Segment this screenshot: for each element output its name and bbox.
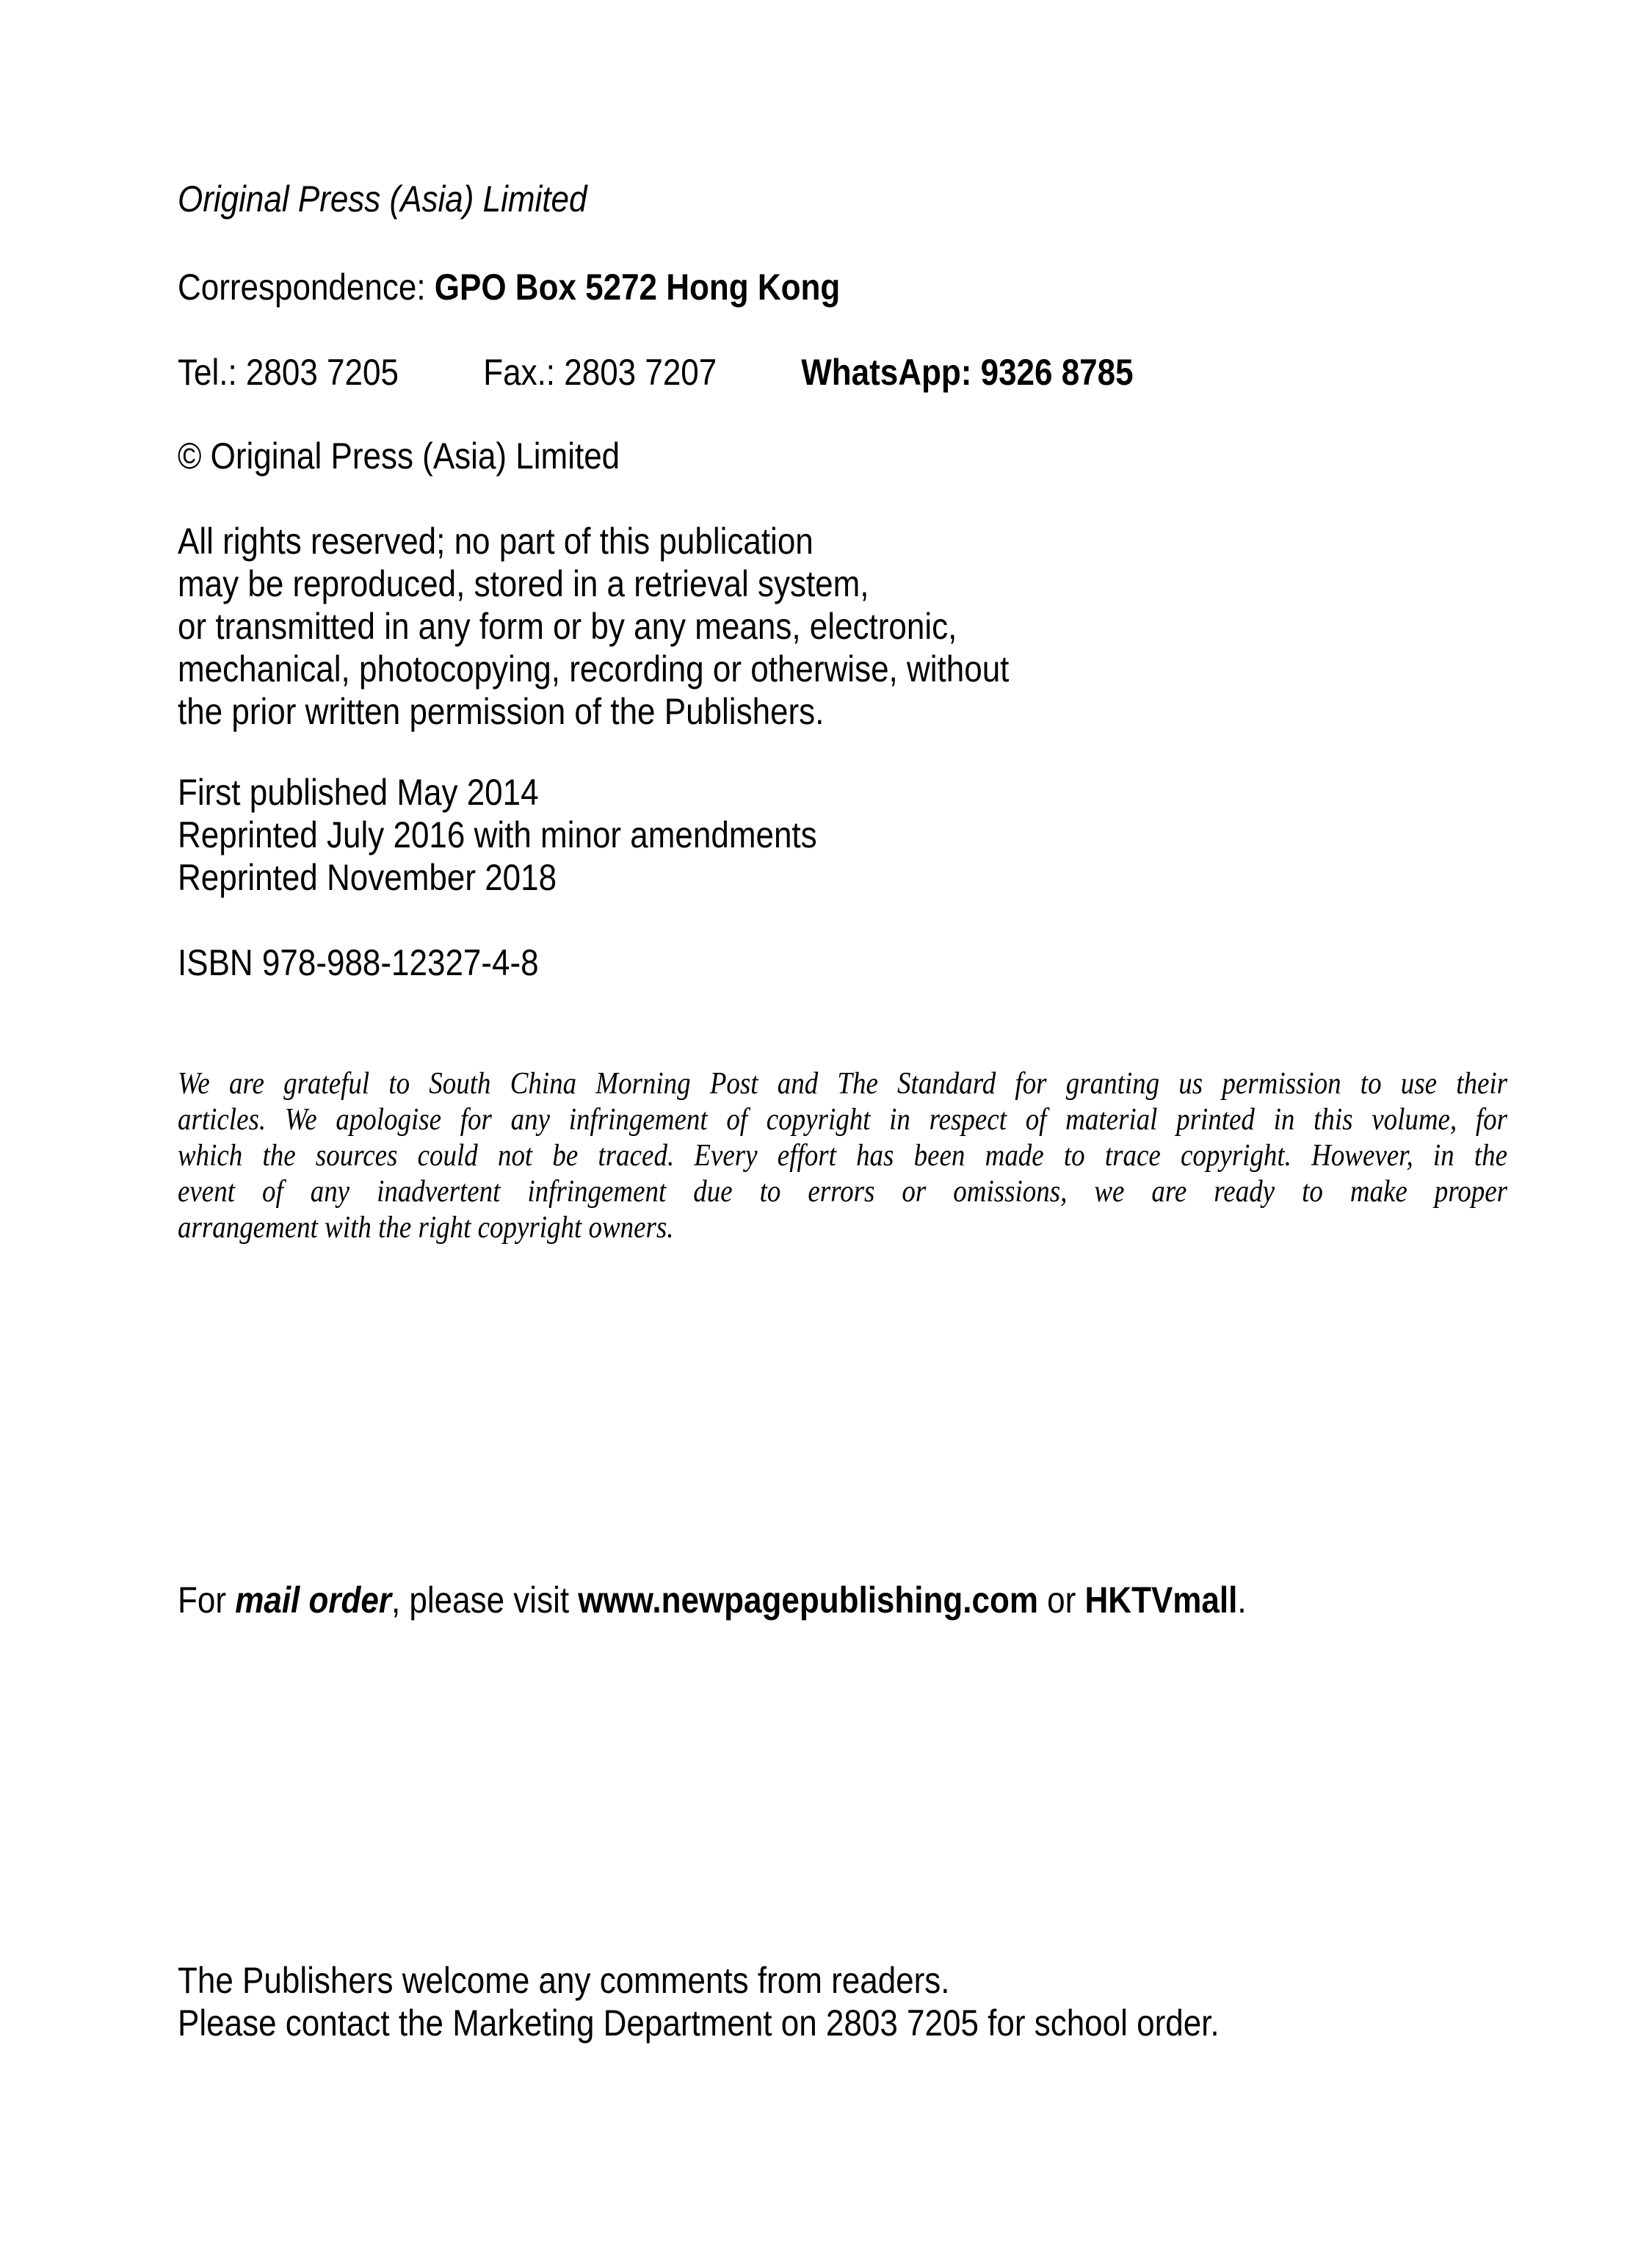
rights-notice-line: the prior written permission of the Publishers. (178, 691, 825, 732)
acknowledgement-line: event of any inadvertent infringement due to errors or omissions, we are ready to make proper (178, 1175, 1508, 1209)
contact-line (178, 351, 1276, 394)
rights-notice-line: All rights reserved; no part of this publication (178, 521, 814, 562)
isbn-line: ISBN 978-988-12327-4-8 (178, 942, 539, 983)
acknowledgement-line: which the sources could not be traced. Every effort has been made to trace copyright. However, in the (178, 1139, 1508, 1173)
mail-order-emphasis: mail order (235, 1579, 391, 1621)
acknowledgement-line: articles. We apologise for any infringement of copyright in respect of material printed in this volume, for (178, 1103, 1508, 1137)
mail-order-text: . (1237, 1579, 1247, 1621)
rights-notice (178, 520, 1009, 733)
correspondence-address: GPO Box 5272 Hong Kong (434, 267, 841, 308)
telephone-number: Tel.: 2803 7205 (178, 352, 399, 393)
mail-order-url: www.newpagepublishing.com (578, 1579, 1038, 1621)
fax-number: Fax.: 2803 7207 (483, 352, 717, 393)
reader-feedback (178, 1959, 1220, 2044)
correspondence-label: Correspondence: (178, 267, 435, 308)
publisher-name: Original Press (Asia) Limited (178, 178, 587, 220)
mail-order-text: For (178, 1579, 236, 1621)
mail-order-text: or (1037, 1579, 1085, 1621)
edition-history-line: Reprinted November 2018 (178, 857, 557, 898)
rights-notice-line: or transmitted in any form or by any means, electronic, (178, 606, 957, 647)
whatsapp-number: WhatsApp: 9326 8785 (801, 352, 1134, 393)
acknowledgement-line: We are grateful to South China Morning Post and The Standard for granting us permission to use their (178, 1067, 1508, 1101)
acknowledgement-line: arrangement with the right copyright owners. (178, 1211, 674, 1245)
edition-history (178, 771, 817, 899)
acknowledgement-paragraph (178, 1066, 1507, 1246)
rights-notice-line: mechanical, photocopying, recording or otherwise, without (178, 648, 1010, 690)
correspondence-line (178, 266, 840, 308)
mail-order-line (178, 1579, 1247, 1621)
mail-order-text: , please visit (391, 1579, 579, 1621)
reader-feedback-line: The Publishers welcome any comments from readers. (178, 1960, 950, 2001)
edition-history-line: Reprinted July 2016 with minor amendments (178, 814, 817, 855)
mail-order-store: HKTVmall (1084, 1579, 1238, 1621)
edition-history-line: First published May 2014 (178, 772, 539, 813)
reader-feedback-line: Please contact the Marketing Department on 2803 7205 for school order. (178, 2002, 1220, 2044)
copyright-line: © Original Press (Asia) Limited (178, 435, 620, 477)
rights-notice-line: may be reproduced, stored in a retrieval system, (178, 563, 869, 604)
